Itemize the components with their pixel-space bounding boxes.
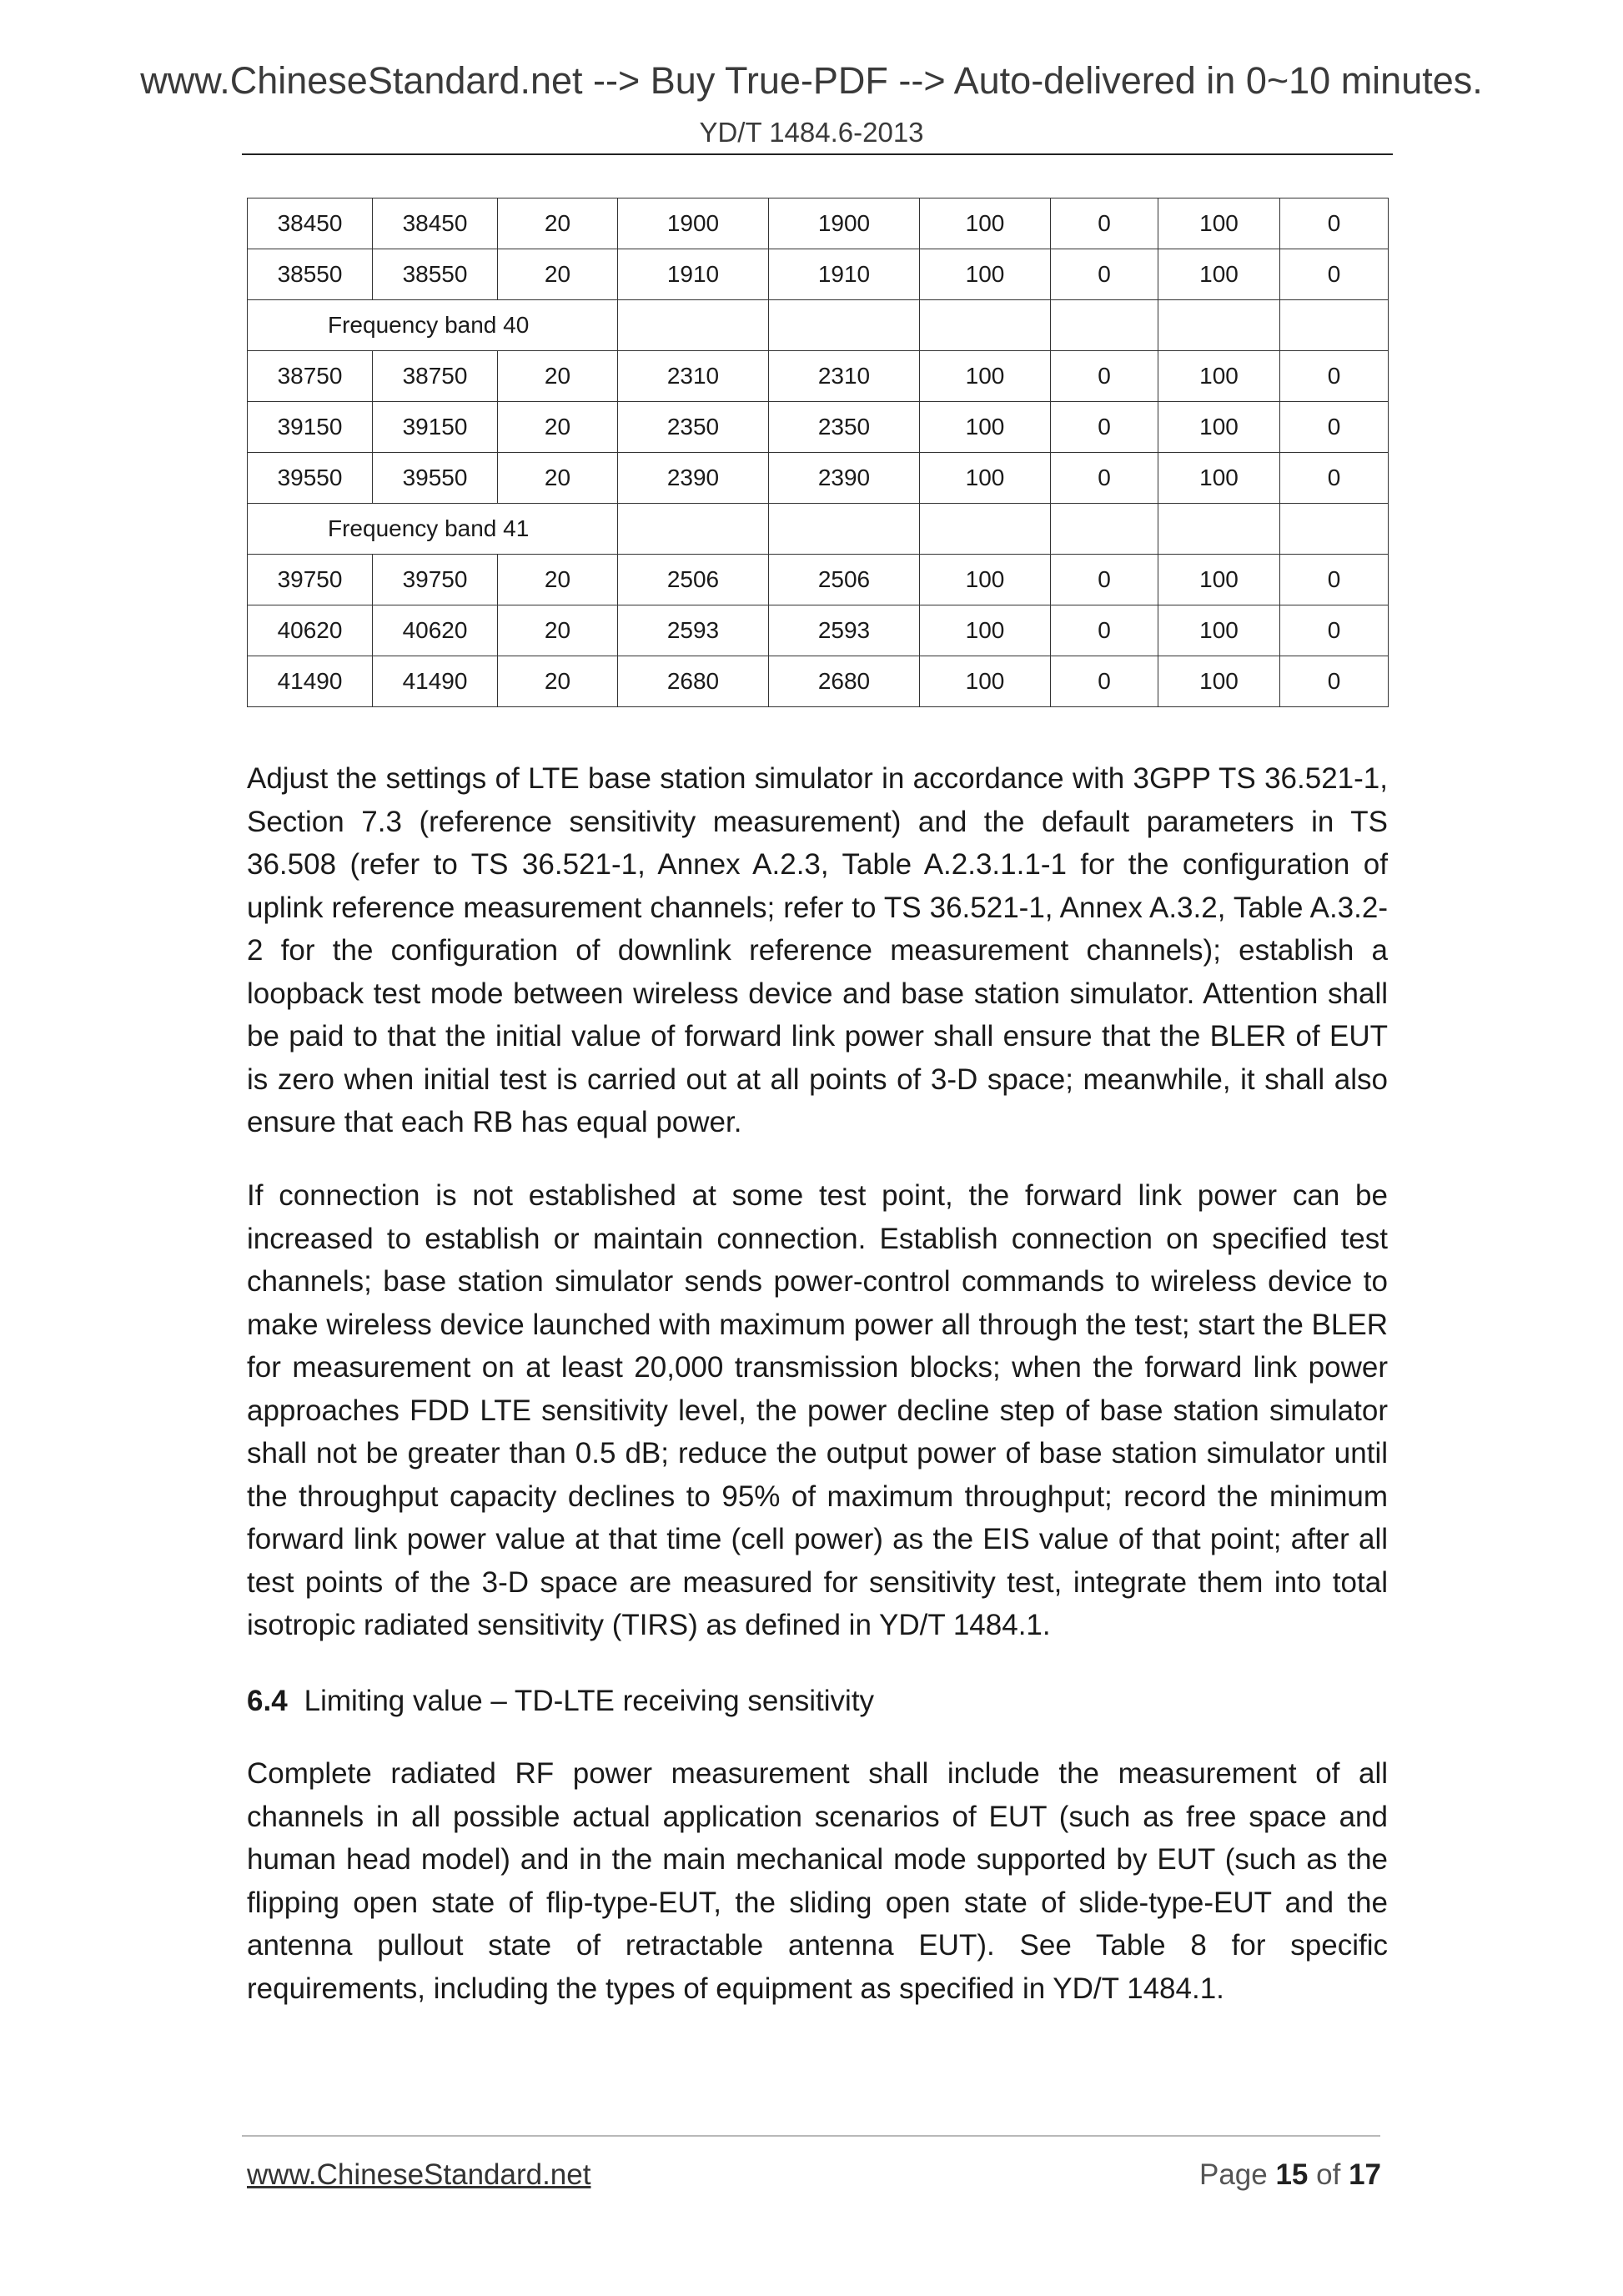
- table-row: [248, 198, 1389, 249]
- table-cell: 41490: [248, 656, 373, 707]
- table-cell: 100: [1158, 402, 1280, 453]
- table-cell: 0: [1051, 351, 1158, 402]
- table-cell: 2593: [618, 605, 769, 656]
- paragraph-settings: Adjust the settings of LTE base station simulator in accordance with 3GPP TS 36.521-1, Section 7.3 (reference sensitivity measurement) and the default parameters in TS 36.508 (refer to TS 36.521-1, Annex A.2.3, Table A.2.3.1.1-1 for the configuration of uplink reference measurement channels; refer to TS 36.521-1, Annex A.3.2, Table A.3.2-2 for the configuration of downlink reference measurement channels); establish a loopback test mode between wireless device and base station simulator. Attention shall be paid to that the initial value of forward link power shall ensure that the BLER of EUT is zero when initial test is carried out at all points of 3-D space; meanwhile, it shall also ensure that each RB has equal power.: [247, 762, 1388, 1138]
- table-cell: 20: [498, 605, 618, 656]
- table-cell: 39750: [373, 555, 498, 605]
- table-cell: 20: [498, 656, 618, 707]
- table-cell: 2506: [618, 555, 769, 605]
- table-cell-empty: [1051, 504, 1158, 555]
- page-of: of: [1316, 2158, 1341, 2191]
- page-total: 17: [1349, 2158, 1381, 2191]
- table-cell: 0: [1280, 249, 1389, 300]
- table-cell: 38750: [373, 351, 498, 402]
- table-row: [248, 453, 1389, 504]
- table-row: [248, 555, 1389, 605]
- table-cell-empty: [1280, 300, 1389, 351]
- header-banner: www.ChineseStandard.net --> Buy True-PDF --> Auto-delivered in 0~10 minutes.: [140, 59, 1483, 102]
- footer-rule: [242, 2135, 1380, 2137]
- table-cell: 100: [1158, 198, 1280, 249]
- table-row: [248, 605, 1389, 656]
- table-cell-empty: [1158, 504, 1280, 555]
- table-cell-empty: [1280, 504, 1389, 555]
- section-title: Limiting value – TD-LTE receiving sensitivity: [304, 1685, 875, 1717]
- table-cell: 1910: [618, 249, 769, 300]
- table-cell: 0: [1280, 656, 1389, 707]
- table-cell: 2680: [618, 656, 769, 707]
- table-cell: 100: [1158, 249, 1280, 300]
- table-cell: 0: [1280, 351, 1389, 402]
- table-cell: 38750: [248, 351, 373, 402]
- table-cell: 39550: [373, 453, 498, 504]
- band-label: Frequency band 41: [248, 504, 618, 555]
- table-cell: 0: [1051, 605, 1158, 656]
- table-cell: 20: [498, 555, 618, 605]
- table-cell: 0: [1051, 453, 1158, 504]
- table-cell: 100: [1158, 656, 1280, 707]
- table-cell: 39550: [248, 453, 373, 504]
- table-cell: 39150: [248, 402, 373, 453]
- table-cell: 1910: [769, 249, 920, 300]
- page-current: 15: [1275, 2158, 1309, 2191]
- table-cell: 100: [920, 198, 1051, 249]
- section-heading: [247, 1680, 874, 1723]
- table-cell: 100: [920, 453, 1051, 504]
- table-cell: 2350: [618, 402, 769, 453]
- table-cell: 0: [1051, 656, 1158, 707]
- table-row: [248, 656, 1389, 707]
- paragraph-requirements: Complete radiated RF power measurement shall include the measurement of all channels in all possible actual application scenarios of EUT (such as free space and human head model) and in the main mechanical mode supported by EUT (such as the flipping open state of flip-type-EUT, the sliding open state of slide-type-EUT and the antenna pullout state of retractable antenna EUT). See Table 8 for specific requirements, including the types of equipment as specified in YD/T 1484.1.: [247, 1757, 1388, 2005]
- table-cell: 20: [498, 198, 618, 249]
- table-cell: 38550: [248, 249, 373, 300]
- table-cell-empty: [769, 504, 920, 555]
- table-cell: 100: [1158, 453, 1280, 504]
- table-cell: 40620: [373, 605, 498, 656]
- table-cell: 41490: [373, 656, 498, 707]
- table-cell: 2310: [769, 351, 920, 402]
- table-cell: 38450: [373, 198, 498, 249]
- table-cell: 0: [1051, 249, 1158, 300]
- table-cell: 0: [1280, 453, 1389, 504]
- table-cell: 20: [498, 453, 618, 504]
- page-prefix: Page: [1198, 2158, 1268, 2191]
- table-cell-empty: [1051, 300, 1158, 351]
- table-cell: 1900: [618, 198, 769, 249]
- table-cell: 20: [498, 249, 618, 300]
- table-cell: 2350: [769, 402, 920, 453]
- table-cell: 39150: [373, 402, 498, 453]
- band-label: Frequency band 40: [248, 300, 618, 351]
- table-cell: 38450: [248, 198, 373, 249]
- table-cell: 100: [920, 656, 1051, 707]
- table-cell: 20: [498, 402, 618, 453]
- table-cell: 100: [1158, 555, 1280, 605]
- frequency-table: [247, 198, 1389, 707]
- table-cell: 0: [1051, 555, 1158, 605]
- table-row: [248, 402, 1389, 453]
- standard-id: YD/T 1484.6-2013: [699, 117, 924, 148]
- band-row: [248, 504, 1389, 555]
- table-cell: 100: [920, 402, 1051, 453]
- table-cell: 0: [1280, 605, 1389, 656]
- table-cell-empty: [618, 504, 769, 555]
- table-cell: 0: [1280, 555, 1389, 605]
- table-cell: 1900: [769, 198, 920, 249]
- table-cell: 2506: [769, 555, 920, 605]
- table-cell: 0: [1051, 198, 1158, 249]
- table-cell: 100: [920, 605, 1051, 656]
- table-cell: 40620: [248, 605, 373, 656]
- table-cell: 100: [920, 249, 1051, 300]
- table-cell: 0: [1051, 402, 1158, 453]
- paragraph-connection: If connection is not established at some test point, the forward link power can be increased to establish or maintain connection. Establish connection on specified test channels; base station simulator sends power-control commands to wireless device to make wireless device launched with maximum power all through the test; start the BLER for measurement on at least 20,000 transmission blocks; when the forward link power approaches FDD LTE sensitivity level, the power decline step of base station simulator shall not be greater than 0.5 dB; reduce the output power of base station simulator until the throughput capacity declines to 95% of maximum throughput; record the minimum forward link power value at that time (cell power) as the EIS value of that point; after all test points of the 3-D space are measured for sensitivity test, integrate them into total isotropic radiated sensitivity (TIRS) as defined in YD/T 1484.1.: [247, 1179, 1388, 1641]
- table-cell: 20: [498, 351, 618, 402]
- table-cell: 2310: [618, 351, 769, 402]
- table-cell: 39750: [248, 555, 373, 605]
- table-cell: 2390: [769, 453, 920, 504]
- section-number: 6.4: [247, 1685, 288, 1717]
- table-row: [248, 249, 1389, 300]
- table-cell: 100: [920, 351, 1051, 402]
- table-cell: 0: [1280, 402, 1389, 453]
- page-number: [1199, 2160, 1381, 2189]
- table-cell: 2680: [769, 656, 920, 707]
- header-rule: [242, 153, 1393, 155]
- table-cell: 38550: [373, 249, 498, 300]
- table-cell-empty: [618, 300, 769, 351]
- table-cell-empty: [920, 300, 1051, 351]
- band-row: [248, 300, 1389, 351]
- table-row: [248, 351, 1389, 402]
- table-cell: 2390: [618, 453, 769, 504]
- table-cell-empty: [1158, 300, 1280, 351]
- table-cell: 0: [1280, 198, 1389, 249]
- table-cell: 100: [1158, 351, 1280, 402]
- table-cell-empty: [769, 300, 920, 351]
- table-body: [248, 198, 1389, 707]
- table-cell-empty: [920, 504, 1051, 555]
- table-cell: 2593: [769, 605, 920, 656]
- table-cell: 100: [1158, 605, 1280, 656]
- table-cell: 100: [920, 555, 1051, 605]
- footer-link[interactable]: www.ChineseStandard.net: [247, 2158, 591, 2191]
